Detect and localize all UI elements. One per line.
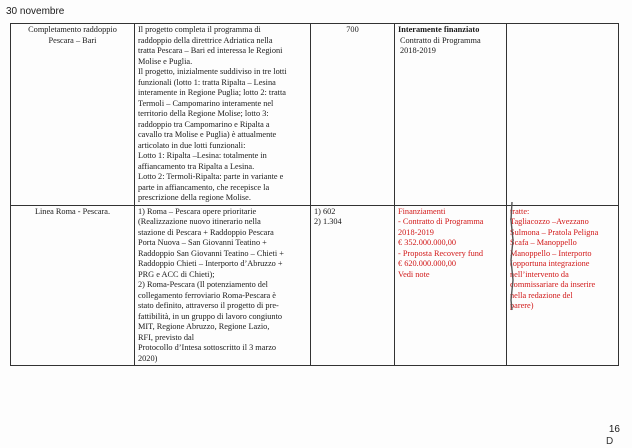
text-line: 2018-2019 [398,227,434,237]
text-line: MIT, Regione Abruzzo, Regione Lazio, [138,322,270,331]
text-line: - Proposta Recovery fund [398,248,484,258]
text-line: 2) Roma-Pescara (Il potenziamento del [138,280,268,289]
text-line: funzionali (lotto 1: tratta Ripalta – Lesina [138,77,276,87]
text-line: Vedi note [398,269,430,279]
text-line: territorio della Regione Molise; lotto 3: [138,109,269,118]
corner-stamp-icon [606,434,620,446]
text-line: Il progetto completa il programma di [138,25,261,34]
text-line: Tagliacozzo –Avezzano [510,217,589,226]
text-line: Linea Roma - Pescara. [34,206,111,216]
text-line: raddoppio tra Campomarino e Ripalta a [138,119,270,129]
text-line: raddoppio della direttrice Adriatica nella [138,35,273,45]
text-line: € 620.000.000,00 [398,259,457,268]
text-line: Termoli – Campomarino interamente nel [138,98,274,108]
text-line: Raddoppio San Giovanni Teatino – Chieti + [138,248,284,258]
handwritten-bracket-mark [508,200,516,312]
text-line: Completamento raddoppio [28,25,117,34]
text-line: Lotto 2: Termoli-Ripalta: parte in variante e [138,172,284,181]
document-date: 30 novembre [6,6,65,17]
text-line: commissariare da inserire [510,280,596,289]
text-line: (opportuna integrazione [510,259,590,268]
text-line: tratte: [510,206,530,216]
text-line: RFI, previsto dal [138,332,194,342]
notes-cell [507,205,619,366]
project-name-cell [11,24,135,206]
text-line: - Contratto di Programma [398,217,484,226]
text-line: parere) [510,301,534,310]
text-line: 1) Roma – Pescara opere prioritarie [138,206,257,216]
text-line: Scafa – Manoppello [510,238,577,247]
text-line: Raddoppio Chieti – Interporto d’Abruzzo + [138,259,283,268]
text-line: Pescara – Bari [48,35,97,45]
text-line: Lotto 1: Ripalta –Lesina: totalmente in [138,151,267,160]
funding-cell [395,24,507,206]
text-line: 2020) [138,353,158,363]
text-line: articolato in due lotti funzionali: [138,140,246,150]
text-line: Finanziamenti [398,206,446,216]
page-number: 16 [608,424,620,435]
text-line: 2) 1.304 [314,217,342,226]
table-row [11,205,619,366]
text-line: PRG e ACC di Chieti); [138,269,215,279]
text-line: Manoppello – Interporto [510,248,592,258]
text-line: 2018-2019 [400,46,436,55]
text-line: cavallo tra Molise e Puglia) è attualmente [138,130,277,139]
projects-table [10,23,619,366]
text-line: Sulmona – Pratola Peligna [510,227,599,237]
text-line: 1) 602 [314,206,336,216]
text-line: nell’intervento da [510,269,569,279]
text-line: stazione di Pescara + Raddoppio Pescara [138,227,274,237]
text-line: Porta Nuova – San Giovanni Teatino + [138,238,267,247]
text-line: Protocollo d’Intesa sottoscritto il 3 marzo [138,343,277,352]
funding-cell [395,205,507,366]
project-name-cell [11,205,135,366]
description-cell [135,24,311,206]
text-line: Il progetto, inizialmente suddiviso in tre lotti [138,67,287,76]
text-line: € 352.000.000,00 [398,238,457,247]
text-line: tratta Pescara – Bari ed interessa le Regioni [138,46,283,55]
cost-cell [311,205,395,366]
text-line: prescrizione della regione Molise. [138,193,251,202]
text-line: Interamente finanziato [398,25,480,34]
text-line: 700 [346,25,359,34]
text-line: affiancamento tra Ripalta a Lesina. [138,161,255,171]
text-line: Contratto di Programma [400,35,481,45]
table-row [11,24,619,206]
text-line: stato definito, attraverso il progetto di pre- [138,301,279,310]
description-cell [135,205,311,366]
text-line: Molise e Puglia. [138,56,193,66]
svg-text:D: D [606,436,614,446]
text-line: fattibilità, in un gruppo di lavoro congiunto [138,311,283,321]
notes-cell [507,24,619,206]
text-line: (Realizzazione nuovo itinerario nella [138,217,261,226]
text-line: parte in affiancamento, che recepisce la [138,182,270,192]
text-line: interamente in Regione Puglia; lotto 2: tratta [138,88,286,97]
text-line: collegamento ferroviario Roma-Pescara è [138,290,276,300]
cost-cell [311,24,395,206]
text-line: nella redazione del [510,290,573,300]
